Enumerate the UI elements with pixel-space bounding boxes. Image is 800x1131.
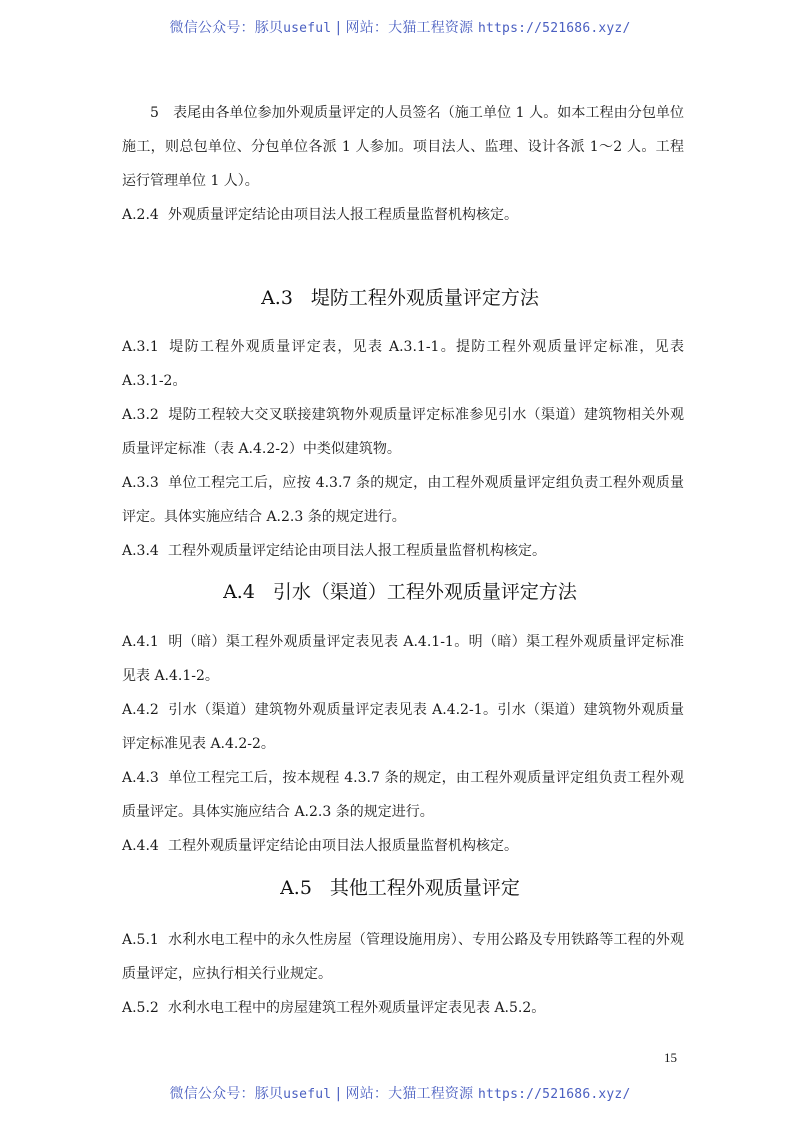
clause-number: A.5.1 bbox=[122, 932, 159, 948]
section-heading-a3 bbox=[0, 283, 800, 310]
clause-number: A.5.2 bbox=[122, 1000, 159, 1016]
clause-a32 bbox=[122, 398, 684, 466]
clause-text: 堤防工程外观质量评定表，见表 A.3.1-1。提防工程外观质量评定标准，见表 A.3.1-2。 bbox=[122, 339, 684, 389]
clause-text: 引水（渠道）建筑物外观质量评定表见表 A.4.2-1。引水（渠道）建筑物外观质量评定标准见表 A.4.2-2。 bbox=[122, 702, 684, 752]
clause-text: 单位工程完工后，应按 4.3.7 条的规定，由工程外观质量评定组负责工程外观质量评定。具体实施应结合 A.2.3 条的规定进行。 bbox=[122, 475, 684, 525]
watermark-prefix: 微信公众号：豚贝 bbox=[169, 20, 284, 36]
section-heading-a4 bbox=[0, 577, 800, 604]
intro-block bbox=[122, 96, 684, 232]
section-heading-a5 bbox=[0, 873, 800, 900]
page-number: 15 bbox=[664, 1050, 677, 1065]
section-number: A.4 bbox=[223, 581, 255, 603]
watermark-site-label: 网站：大猫工程资源 bbox=[345, 1086, 478, 1102]
clause-number: A.3.2 bbox=[122, 407, 159, 423]
clause-number: A.4.3 bbox=[122, 770, 159, 786]
clause-number: A.4.1 bbox=[122, 634, 159, 650]
clause-a51 bbox=[122, 923, 684, 991]
section-title: 堤防工程外观质量评定方法 bbox=[310, 287, 539, 309]
watermark-site-label: 网站：大猫工程资源 bbox=[345, 20, 478, 36]
section-a5-body bbox=[122, 923, 684, 1025]
clause-text: 堤防工程较大交叉联接建筑物外观质量评定标准参见引水（渠道）建筑物相关外观质量评定标准（表 A.4.2-2）中类似建筑物。 bbox=[122, 407, 684, 457]
clause-text: 水利水电工程中的永久性房屋（管理设施用房）、专用公路及专用铁路等工程的外观质量评定，应执行相关行业规定。 bbox=[122, 932, 684, 982]
clause-number: A.2.4 bbox=[122, 207, 159, 223]
watermark-footer bbox=[0, 1083, 800, 1103]
clause-a34 bbox=[122, 534, 684, 568]
watermark-separator: | bbox=[331, 1086, 346, 1102]
watermark-url[interactable]: https://521686.xyz/ bbox=[477, 1087, 631, 1102]
clause-number: A.4.2 bbox=[122, 702, 159, 718]
watermark-prefix: 微信公众号：豚贝 bbox=[169, 1086, 284, 1102]
section-title: 引水（渠道）工程外观质量评定方法 bbox=[272, 581, 577, 603]
clause-a42 bbox=[122, 693, 684, 761]
clause-text: 工程外观质量评定结论由项目法人报质量监督机构核定。 bbox=[168, 838, 518, 854]
clause-text: 明（暗）渠工程外观质量评定表见表 A.4.1-1。明（暗）渠工程外观质量评定标准见表 A.4.1-2。 bbox=[122, 634, 684, 684]
clause-a41 bbox=[122, 625, 684, 693]
watermark-header bbox=[0, 17, 800, 37]
clause-number: A.3.4 bbox=[122, 543, 159, 559]
watermark-url[interactable]: https://521686.xyz/ bbox=[477, 21, 631, 36]
section-a4-body bbox=[122, 625, 684, 863]
item-5-paragraph: 5 表尾由各单位参加外观质量评定的人员签名（施工单位 1 人。如本工程由分包单位施工，则总包单位、分包单位各派 1 人参加。项目法人、监理、设计各派 1～2 人。工程运行管理单位 1 人）。 bbox=[122, 105, 684, 189]
section-title: 其他工程外观质量评定 bbox=[329, 877, 520, 899]
watermark-useful: useful bbox=[283, 21, 332, 36]
clause-number: A.3.1 bbox=[122, 339, 159, 355]
clause-number: A.4.4 bbox=[122, 838, 159, 854]
clause-a33 bbox=[122, 466, 684, 534]
section-number: A.3 bbox=[261, 287, 293, 309]
clause-text: 外观质量评定结论由项目法人报工程质量监督机构核定。 bbox=[168, 207, 518, 223]
clause-a31 bbox=[122, 330, 684, 398]
section-a3-body bbox=[122, 330, 684, 568]
clause-number: A.3.3 bbox=[122, 475, 159, 491]
section-number: A.5 bbox=[280, 877, 312, 899]
clause-a43 bbox=[122, 761, 684, 829]
clause-a44 bbox=[122, 829, 684, 863]
clause-text: 水利水电工程中的房屋建筑工程外观质量评定表见表 A.5.2。 bbox=[168, 1000, 546, 1016]
watermark-separator: | bbox=[331, 20, 346, 36]
clause-a24 bbox=[122, 198, 684, 232]
clause-text: 工程外观质量评定结论由项目法人报工程质量监督机构核定。 bbox=[168, 543, 546, 559]
watermark-useful: useful bbox=[283, 1087, 332, 1102]
clause-a52 bbox=[122, 991, 684, 1025]
clause-text: 单位工程完工后，按本规程 4.3.7 条的规定，由工程外观质量评定组负责工程外观质量评定。具体实施应结合 A.2.3 条的规定进行。 bbox=[122, 770, 684, 820]
